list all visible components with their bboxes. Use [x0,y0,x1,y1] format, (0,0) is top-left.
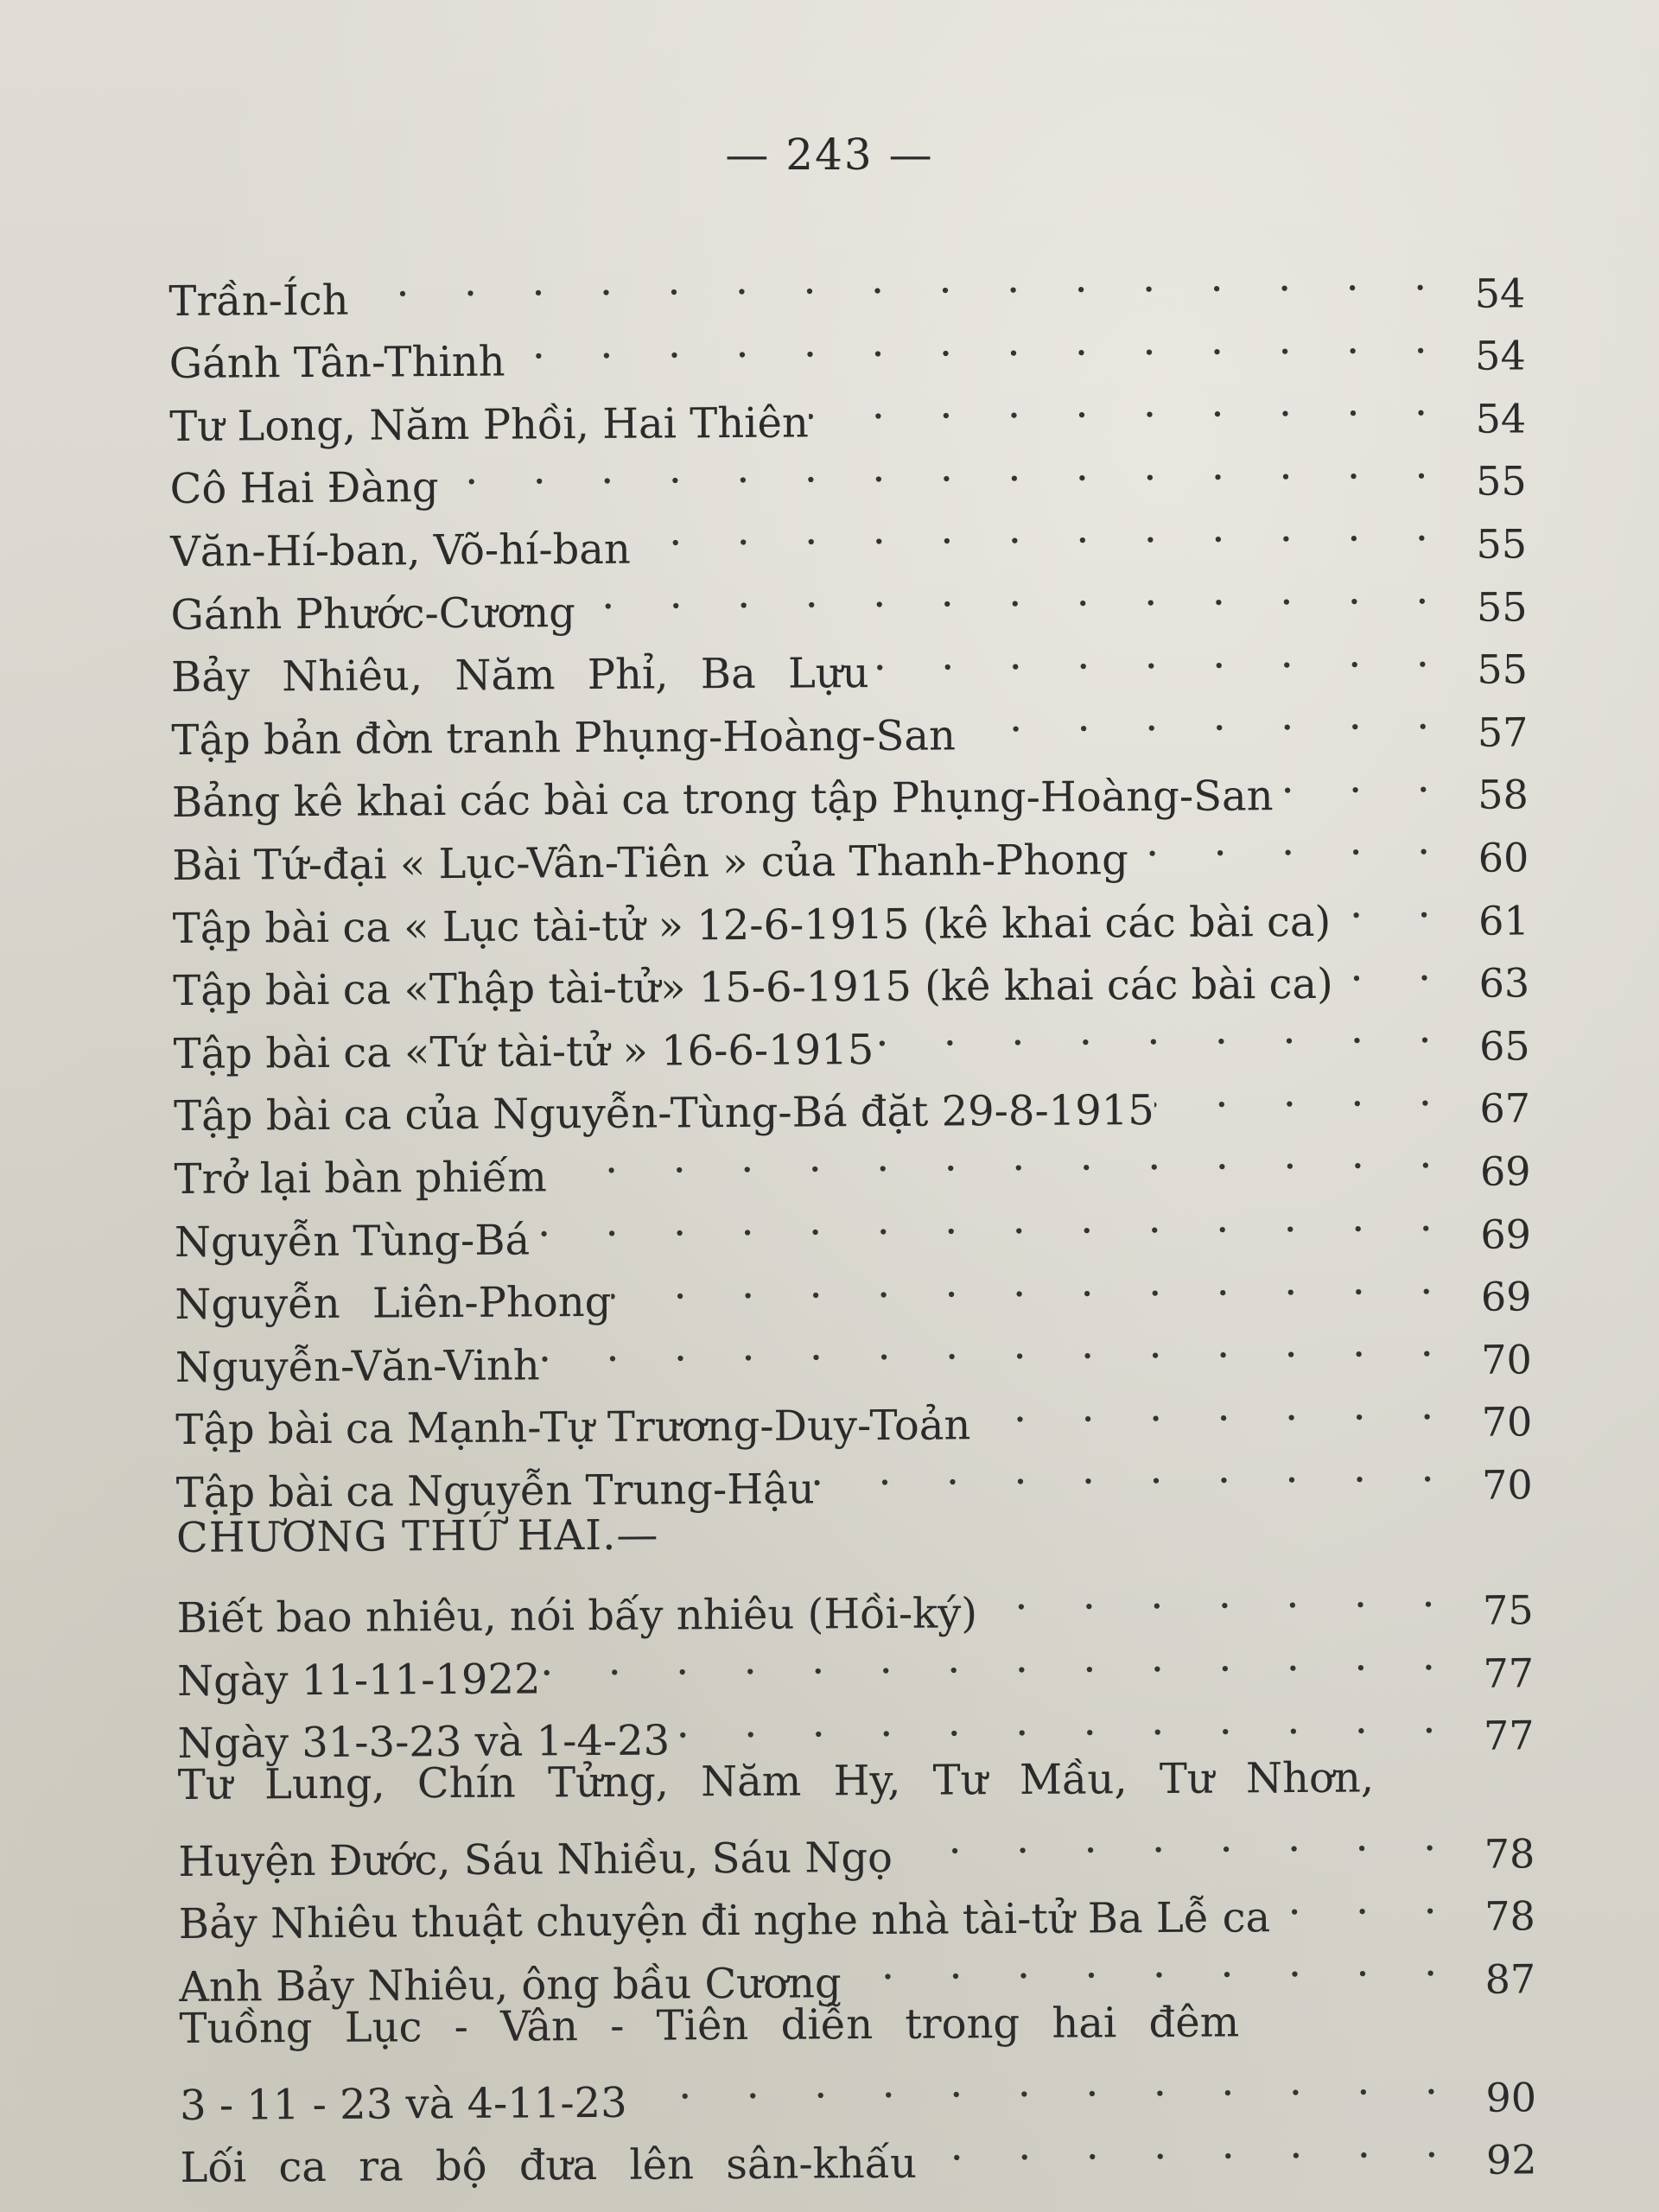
toc-entry-page: 55 [1476,582,1528,631]
toc-entry-page: 87 [1484,1955,1536,2003]
toc-entry-title: Biết bao nhiêu, nói bấy nhiêu (Hồi-ký) [176,1589,978,1643]
toc-entry-first-line [179,1993,1535,2056]
toc-entry-page: 78 [1484,1830,1535,1878]
dot-leader [1154,1060,1452,1125]
toc-entry-first-line [178,1750,1535,1814]
dot-leader [1273,747,1451,810]
dot-leader [1128,809,1451,874]
toc-entry-page: 55 [1475,457,1527,505]
toc-entry-page: 54 [1475,395,1527,442]
toc-entry-title: Lối ca ra bộ đưa lên sân-khấu [180,2139,918,2193]
toc-entry-page: 90 [1485,2073,1537,2121]
toc-entry [168,307,1526,389]
toc-entry-title: Văn-Hí-ban, Võ-hí-ban [169,524,632,576]
toc-entry [176,1561,1534,1643]
toc-entry-page: 70 [1481,1336,1533,1383]
toc-entry-page: 67 [1479,1084,1531,1133]
dot-leader [505,308,1448,376]
toc-entry-title: Tập bài ca của Nguyễn-Tùng-Bá đặt 29-8-1915 [173,1086,1155,1141]
page-number: — 243 — [725,130,934,180]
toc-entry-page: 63 [1478,959,1530,1007]
dot-leader [575,558,1450,626]
toc-entry-page: 70 [1482,1461,1533,1509]
toc-entry-page: 69 [1480,1210,1532,1258]
toc-entry-title: Gánh Phước-Cương [170,588,576,639]
toc-entry-page: 65 [1478,1022,1530,1070]
dot-leader [626,2049,1459,2116]
dot-leader [530,1185,1453,1254]
dot-leader [438,433,1448,502]
dot-leader [970,1374,1454,1440]
toc-entry-title: Trở lại bàn phiếm [174,1153,547,1204]
toc-entry-title: Tư Long, Năm Phồi, Hai Thiên [169,398,810,451]
dot-leader [868,621,1450,688]
dot-leader [814,1436,1455,1503]
toc-entry-title: Tư Lung, Chín Tửng, Năm Hy, Tư Mầu, Tư Nhơn, [177,1753,1375,1810]
toc-entry [168,244,1526,326]
dot-leader [956,683,1451,749]
toc-entry-page: 69 [1479,1147,1531,1195]
toc-entry-page: 75 [1482,1586,1534,1634]
toc-entry-page: 54 [1474,270,1526,317]
toc-entry-title: Bài Tứ-đại « Lục-Vân-Tiên » của Thanh-Phong [172,836,1129,890]
toc-entry-title: Tập bài ca «Thập tài-tử» 15-6-1915 (kê khai các bài ca) [173,959,1333,1016]
toc-entry-title: Nguyễn Tùng-Bá [174,1215,531,1267]
dot-leader [917,2112,1459,2177]
toc-entry-page: 77 [1483,1712,1535,1759]
toc-entry-page: 77 [1483,1649,1535,1697]
dot-leader [893,1805,1458,1872]
toc-entry-page: 55 [1476,520,1528,568]
dot-leader [348,245,1447,314]
toc-entry-title: Huyện Đước, Sáu Nhiều, Sáu Ngọ [178,1833,893,1886]
toc-entry-title: Anh Bảy Nhiêu, ông bầu Cương [179,1959,842,2012]
toc-entry-page: 78 [1484,1892,1535,1941]
toc-entry-title: Tập bài ca Mạnh-Tự Trương-Duy-Toản [175,1401,971,1455]
toc-entry-title: Tập bản đờn tranh Phụng-Hoàng-San [171,711,957,765]
toc-entry [179,2048,1537,2130]
toc-entry-title: Tập bài ca «Tứ tài-tử » 16-6-1915 [173,1025,874,1078]
dot-leader [874,997,1452,1064]
dot-leader [546,1122,1452,1191]
toc-entry-title: Bảy Nhiêu thuật chuyện đi nghe nhà tài-tử Ba Lễ ca [178,1893,1271,1949]
toc-entry-title: Gánh Tân-Thinh [168,337,505,389]
toc-entry-page: 54 [1475,332,1526,379]
toc-entry-title: Nguyễn Liên-Phong [175,1277,612,1330]
dot-leader [540,1624,1456,1693]
toc-entry-title: Tập bài ca Nguyễn Trung-Hậu [175,1465,815,1517]
dot-leader [841,1930,1458,1997]
toc-entry-title: Ngày 11-11-1922 [176,1655,541,1706]
toc-entry-title: Trần-Ích [168,276,349,326]
toc-entry-page: 70 [1481,1398,1533,1446]
dot-leader [539,1311,1454,1379]
toc-entry-title: Tập bài ca « Lục tài-tử » 12-6-1915 (kê khai các bài ca) [172,897,1332,953]
dot-leader [809,370,1449,436]
toc-entry-page: 69 [1480,1273,1532,1320]
dot-leader [630,495,1449,563]
toc-entry-page: 61 [1478,896,1529,944]
toc-entry-page: 60 [1478,834,1529,881]
toc-entry-title: Ngày 31-3-23 và 1-4-23 [177,1716,671,1769]
toc-entry-title: Cô Hai Đàng [169,463,439,514]
chapter-heading [176,1498,1533,1569]
toc-entry-page: 58 [1478,771,1529,819]
dot-leader [611,1248,1453,1316]
chapter-heading-title: CHƯƠNG THỨ HAI.— [175,1510,659,1562]
table-of-contents [168,244,1537,2193]
dot-leader [977,1561,1456,1627]
toc-entry-title: Tuồng Lục - Vân - Tiên diễn trong hai đêm [179,1998,1240,2053]
toc-entry [178,1805,1535,1886]
toc-entry-title: 3 - 11 - 23 và 4-11-23 [179,2078,627,2130]
toc-entry-page: 55 [1477,645,1529,693]
toc-entry-page: 92 [1485,2136,1537,2183]
dot-leader [1332,934,1452,997]
toc-entry-title: Bảng kê khai các bài ca trong tập Phụng-Hoàng-San [171,772,1274,828]
toc-entry-title: Nguyễn-Văn-Vinh [175,1341,540,1392]
dot-leader [1331,872,1452,935]
dot-leader [670,1688,1457,1755]
toc-entry-title: Bảy Nhiêu, Năm Phỉ, Ba Lựu [170,649,869,702]
dot-leader [1270,1868,1458,1932]
toc-entry-page: 57 [1477,709,1529,756]
